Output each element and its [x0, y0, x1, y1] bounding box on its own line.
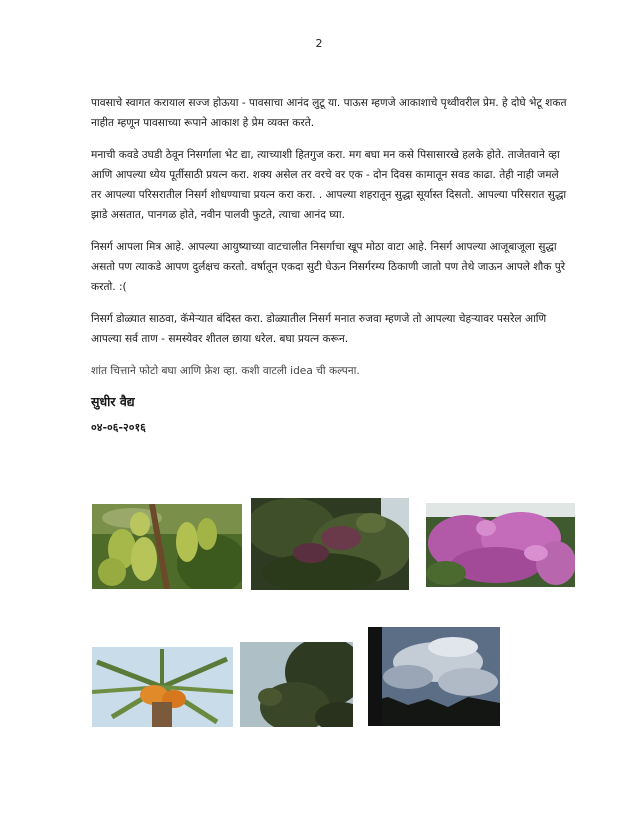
photo-cloudy-sky	[368, 627, 500, 726]
paragraph-capture-nature: निसर्ग डोळ्यात साठवा, कॅमेऱ्यात बंदिस्त करा. डोळ्यातील निसर्ग मनात रुजवा म्हणजे तो आपल्या चेहऱ्यावर पसरेल आणि आपल्या सर्व ताण - समस्येवर शीतल छाया धरेल. बघा प्रयत्न करून.	[91, 313, 547, 345]
page-number: 2	[315, 37, 323, 50]
paragraph-rain: पावसाचे स्वागत करायाल सज्ज होऊया - पावसाचा आनंद लुटू या. पाऊस म्हणजे आकाशाचे पृथ्वीवरील प्रेम. हे दोघे भेटू शकत नाहीत म्हणून पावसाच्या रूपाने आकाश हे प्रेम व्यक्त करते.	[91, 97, 567, 129]
photo-mango-tree	[251, 498, 409, 590]
photo-tree-silhouette	[240, 642, 353, 727]
paragraph-visit-nature: मनाची कवडे उघडी ठेवून निसर्गाला भेट द्या, त्याच्याशी हितगुज करा. मग बघा मन कसे पिसासारखे हलके होते. ताजेतवाने व्हा आणि आपल्या ध्येय पूर्तीसाठी प्रयत्न करा. शक्य असेल तर वरचे वर एक - दोन दिवस कामातून सवड काढा. तेही नाही जमले तर आपल्या परिसरातील निसर्ग शोधण्याचा प्रयत्न करा करा. . आपल्या शहरातून सुद्धा सूर्यास्त दिसतो. आपल्या परिसरात सुद्धा झाडे असतात, पानगळ होते, नवीन पालवी फुटते, त्याचा आनंद घ्या.	[91, 149, 567, 221]
photo-jackfruit	[92, 504, 242, 589]
paragraph-nature-friend: निसर्ग आपला मित्र आहे. आपल्या आयुष्याच्या वाटचालीत निसर्गाचा खूप मोठा वाटा आहे. निसर्ग आपल्या आजूबाजूला सुद्धा असतो पण त्याकडे आपण दुर्लक्षच करतो. वर्षातून एकदा सुटी घेऊन निसर्गरम्य ठिकाणी जातो पण तेथे जाऊन आपले शौक पुरे करतो. :(	[91, 241, 566, 293]
photo-bougainvillea	[426, 503, 575, 587]
paragraph-closing: शांत चित्ताने फोटो बघा आणि फ्रेश व्हा. कशी वाटली idea ची कल्पना.	[91, 365, 360, 377]
article-body	[91, 93, 571, 435]
photo-date-palm	[92, 647, 233, 727]
author-name: सुधीर वैद्य	[91, 394, 135, 409]
publish-date: ०४-०६-२०१६	[91, 421, 146, 434]
